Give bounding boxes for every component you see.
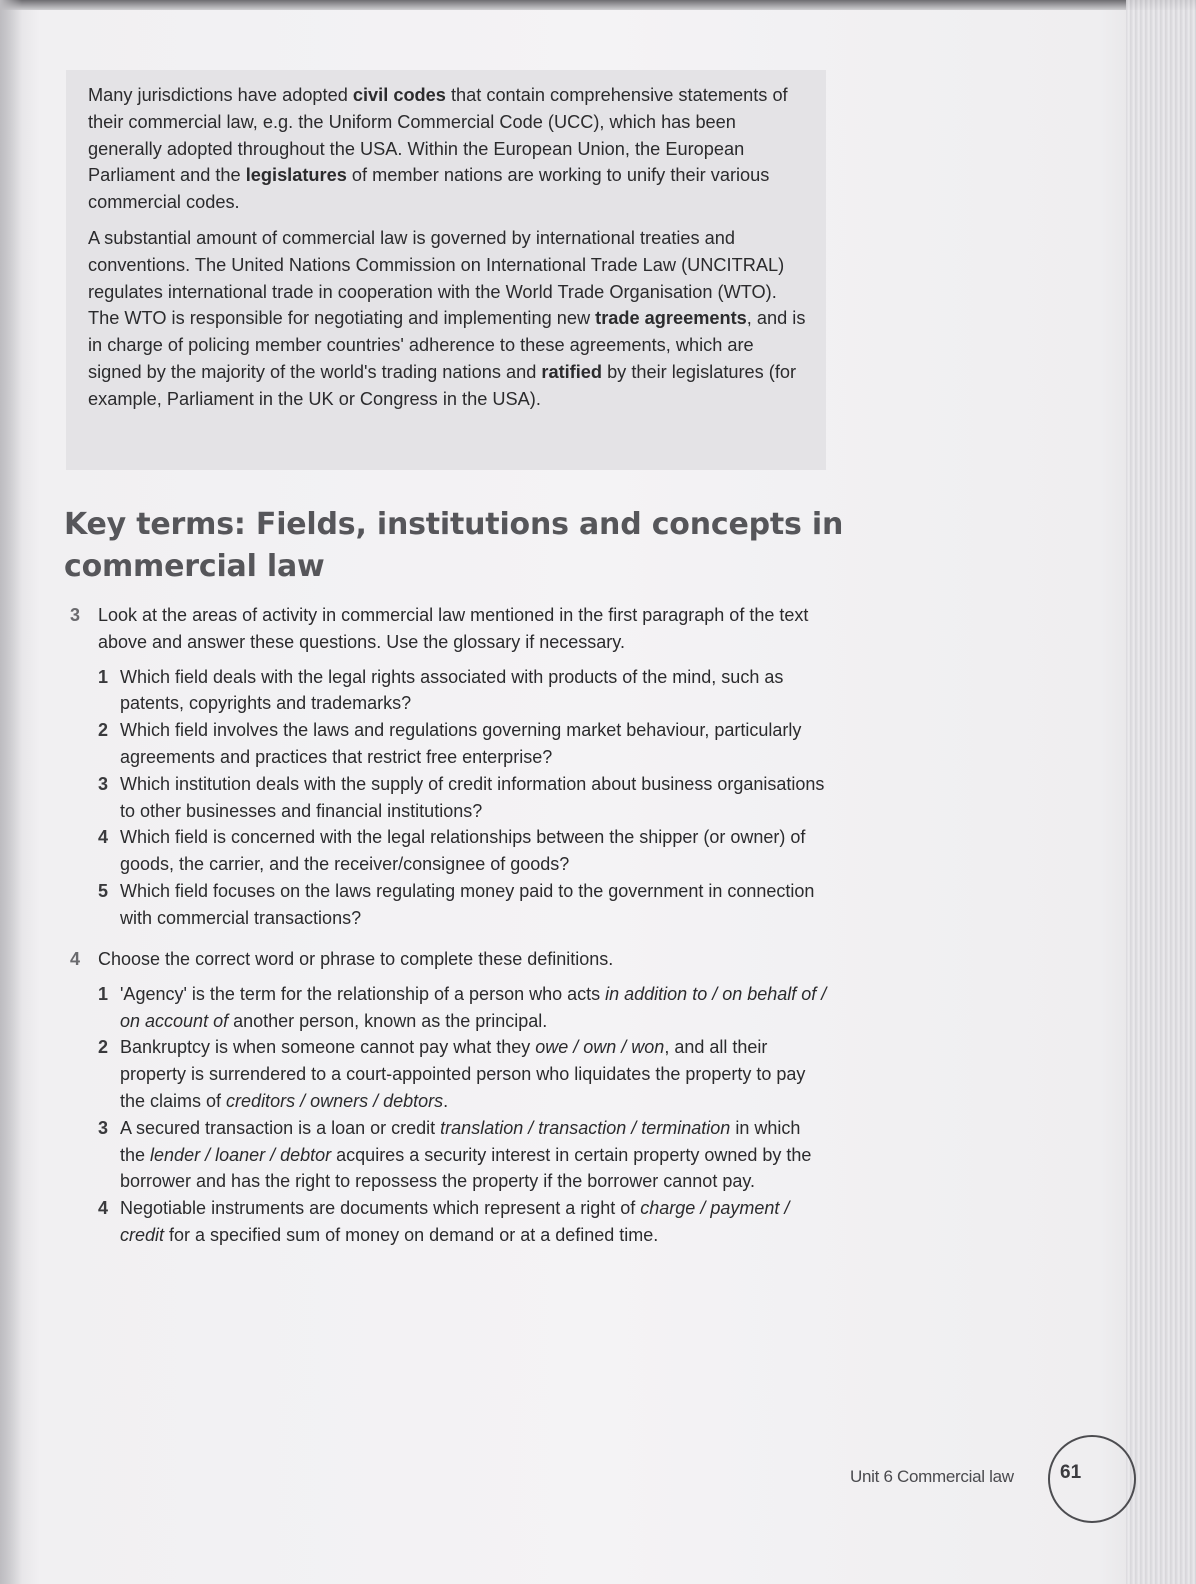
answer-options: charge / payment / credit [120,1198,790,1245]
exercise-3 [70,602,830,932]
text-run: that contain comprehensive statements of their commercial law, e.g. the Uniform Commercial Code (UCC), which has been generally adopted throughout the USA. Within the European Union, the European Parliament and the [88,85,788,186]
text-run: , and all their property is surrendered to a court-appointed person who liquidates the property to pay the claims of [120,1037,806,1111]
answer-options: lender / loaner / debtor [150,1144,332,1165]
answer-options: in addition to / on behalf of / on account of [120,983,827,1031]
question-item [98,664,830,718]
text-run: by their legislatures (for example, Parliament in the UK or Congress in the USA). [88,361,797,409]
exercise-3-questions [70,664,830,932]
page-edges [1126,0,1196,1584]
key-term: ratified [541,361,603,382]
text-run: Many jurisdictions have adopted [88,85,353,105]
text-run: . [443,1090,449,1111]
text-run: another person, known as the principal. [228,1010,548,1031]
intro-text [88,82,808,422]
exercise-4 [70,946,830,1249]
question-number: 2 [98,720,109,741]
text-run: in which the [120,1117,801,1165]
text-run: , and is in charge of policing member countries' adherence to these agreements, which are signed by the majority of the world's trading nations and [88,308,806,382]
question-item [98,771,830,825]
text-run: Bankruptcy is when someone cannot pay what they [120,1037,536,1058]
question-item [98,717,830,771]
question-item [98,824,830,878]
text-run: 'Agency' is the term for the relationship of a person who acts [120,983,606,1004]
exercise-4-instruction-text: Choose the correct word or phrase to complete these definitions. [98,949,614,969]
question-item [98,1034,830,1114]
text-run: Which field involves the laws and regulations governing market behaviour, particularly agreements and practices that restrict free enterprise? [120,720,802,767]
footer-unit-title: Commercial law [897,1467,1014,1486]
page-top-edge [0,0,1196,10]
text-run: Which field focuses on the laws regulating money paid to the government in connection with commercial transactions? [120,880,815,928]
answer-options: translation / transaction / termination [440,1117,731,1138]
exercise-4-definitions [70,981,830,1249]
answer-options: owe / own / won [535,1037,665,1058]
question-number: 2 [98,1037,109,1058]
intro-paragraph-2 [88,225,808,413]
gutter-shadow [0,0,22,1584]
footer-unit: Unit 6 [850,1467,893,1486]
question-number: 3 [98,773,109,794]
exercise-4-instruction [70,946,830,973]
question-number: 4 [98,1198,109,1219]
question-number: 3 [98,1117,109,1138]
question-item [98,878,830,932]
question-item [98,1195,830,1249]
key-term: legislatures [245,165,347,186]
text-run: for a specified sum of money on demand or at a defined time. [164,1224,659,1245]
text-run: A substantial amount of commercial law is governed by international treaties and conventions. The United Nations Commission on International Trade Law (UNCITRAL) regulates international trade in cooperation with the World Trade Organisation (WTO). The WTO is responsible for negotiating and implementing new [88,227,785,329]
text-run: of member nations are working to unify their various commercial codes. [88,165,770,213]
question-item [98,1115,830,1195]
question-number: 5 [98,880,109,901]
exercise-3-instruction [70,602,830,656]
running-footer [850,1467,1014,1487]
text-run: Which institution deals with the supply of credit information about business organisations to other businesses and financial institutions? [120,773,825,821]
exercise-3-number: 3 [70,605,81,625]
text-run: A secured transaction is a loan or credit [120,1117,441,1138]
text-run: Negotiable instruments are documents which represent a right of [120,1198,641,1219]
text-run: acquires a security interest in certain property owned by the borrower and has the right to repossess the property if the borrower cannot pay. [120,1144,812,1192]
exercise-3-instruction-text: Look at the areas of activity in commercial law mentioned in the first paragraph of the text above and answer these questions. Use the glossary if necessary. [98,605,809,652]
exercise-4-number: 4 [70,949,81,969]
text-run: Which field is concerned with the legal relationships between the shipper (or owner) of goods, the carrier, and the receiver/consignee of goods? [120,827,806,875]
section-heading: Key terms: Fields, institutions and concepts in commercial law [64,507,844,584]
page-number: 61 [1060,1462,1082,1483]
question-item [98,981,830,1035]
answer-options: creditors / owners / debtors [226,1090,444,1111]
key-term: trade agreements [595,308,747,329]
intro-paragraph-1 [88,82,808,216]
key-term: civil codes [352,85,446,105]
question-number: 1 [98,666,109,687]
question-number: 1 [98,983,109,1004]
question-number: 4 [98,827,109,848]
text-run: Which field deals with the legal rights associated with products of the mind, such as patents, copyrights and trademarks? [120,666,784,714]
